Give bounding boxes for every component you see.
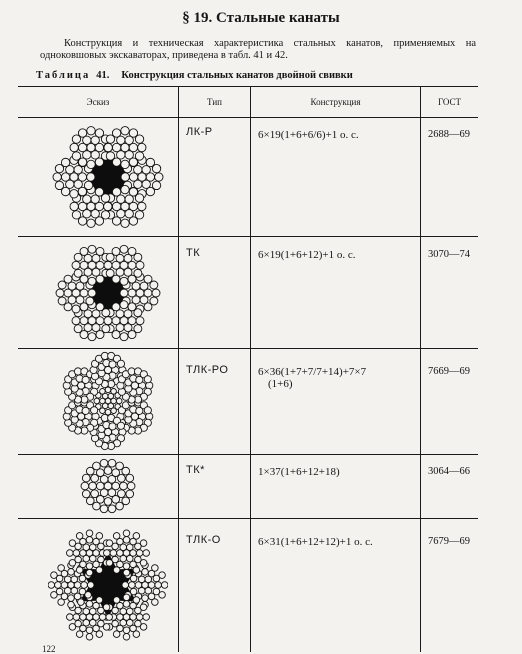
wire — [88, 289, 96, 297]
wire — [74, 325, 82, 333]
wire — [73, 550, 80, 557]
wire — [108, 505, 116, 513]
row-1-type: ЛК-Р — [186, 126, 213, 138]
row-3-type: ТЛК-РО — [186, 364, 229, 376]
wire — [104, 143, 112, 151]
row-3-gost: 7669—69 — [428, 366, 470, 377]
rope-sketch-tk-single-strand — [74, 456, 142, 516]
wire — [99, 614, 106, 621]
column-rule — [178, 86, 179, 652]
wire — [103, 624, 110, 631]
wire — [159, 592, 166, 599]
wire — [80, 247, 88, 255]
wire — [51, 572, 58, 579]
wire — [123, 569, 130, 576]
wire — [96, 533, 103, 540]
wire — [95, 158, 103, 166]
wire — [87, 219, 95, 227]
wire — [142, 595, 149, 602]
row-4-type: ТК* — [186, 464, 205, 476]
wire — [129, 158, 137, 166]
wire — [150, 281, 158, 289]
row-3-construction: 6×36(1+7+7/7+14)+7×7 — [258, 366, 367, 378]
wire — [70, 190, 78, 198]
wire — [96, 275, 104, 283]
wire — [113, 533, 120, 540]
wire — [102, 309, 110, 317]
wire — [87, 582, 94, 589]
wire — [144, 303, 152, 311]
wire — [61, 158, 69, 166]
wire — [123, 563, 130, 570]
wire — [101, 194, 109, 202]
wire — [161, 582, 168, 589]
wire — [55, 582, 62, 589]
wire — [88, 245, 96, 253]
wire — [113, 567, 120, 574]
wire — [104, 261, 112, 269]
wire — [72, 305, 80, 313]
column-rule — [250, 86, 251, 652]
wire — [138, 143, 146, 151]
wire — [85, 592, 92, 599]
wire — [106, 540, 113, 547]
rope-sketch-tk — [48, 240, 168, 346]
wire — [72, 317, 80, 325]
wire — [129, 582, 136, 589]
wire — [70, 202, 78, 210]
wire — [56, 289, 64, 297]
wire — [111, 408, 117, 414]
wire — [152, 565, 159, 572]
wire — [140, 604, 147, 611]
section-title: § 19. Стальные канаты — [182, 10, 340, 26]
wire — [128, 275, 136, 283]
wire — [117, 422, 124, 429]
wire — [72, 261, 80, 269]
wire — [81, 482, 89, 490]
wire — [86, 537, 93, 544]
wire — [58, 599, 65, 606]
wire — [152, 164, 160, 172]
wire — [69, 624, 76, 631]
wire — [86, 633, 93, 640]
row-4-construction: 1×37(1+6+12+18) — [258, 466, 340, 478]
wire — [120, 245, 128, 253]
wire — [155, 173, 163, 181]
wire — [48, 582, 55, 589]
wire — [133, 567, 140, 574]
wire — [121, 219, 129, 227]
wire — [113, 597, 120, 604]
wire — [129, 217, 137, 225]
wire — [146, 187, 154, 195]
wire — [82, 490, 90, 498]
wire — [86, 627, 93, 634]
wire — [121, 173, 129, 181]
wire — [51, 592, 58, 599]
wire — [106, 614, 113, 621]
wire — [133, 597, 140, 604]
wire — [68, 601, 75, 608]
header-construction: Конструкция — [310, 97, 361, 107]
wire — [134, 253, 142, 261]
wire — [121, 160, 129, 168]
wire — [112, 188, 120, 196]
row-5-type: ТЛК-О — [186, 534, 221, 546]
wire — [96, 331, 104, 339]
wire — [93, 462, 101, 470]
wire — [86, 497, 94, 505]
wire — [128, 331, 136, 339]
wire — [69, 540, 76, 547]
wire — [106, 269, 114, 277]
wire — [143, 550, 150, 557]
wire — [104, 550, 111, 557]
wire — [121, 127, 129, 135]
wire — [136, 317, 144, 325]
wire — [96, 567, 103, 574]
wire — [135, 194, 143, 202]
wire — [112, 129, 120, 137]
wire — [123, 627, 130, 634]
wire — [117, 360, 124, 367]
row-5-gost: 7679—69 — [428, 536, 470, 547]
header-gost: ГОСТ — [437, 97, 462, 107]
wire — [104, 498, 112, 506]
wire — [103, 604, 110, 611]
wire — [123, 633, 130, 640]
wire — [133, 631, 140, 638]
wire — [68, 569, 75, 576]
wire — [78, 187, 86, 195]
row-1-gost: 2688—69 — [428, 129, 470, 140]
wire — [106, 152, 114, 160]
wire — [136, 261, 144, 269]
wire — [94, 398, 100, 404]
wire — [78, 129, 86, 137]
wire — [78, 599, 85, 606]
wire — [123, 537, 130, 544]
row-2-gost: 3070—74 — [428, 249, 470, 260]
row-divider — [18, 518, 478, 519]
wire — [76, 631, 83, 638]
wire — [95, 217, 103, 225]
wire — [120, 301, 128, 309]
rope-sketch-lk-r — [48, 120, 168, 234]
column-rule — [420, 86, 421, 652]
wire — [134, 309, 142, 317]
wire — [96, 631, 103, 638]
wire — [87, 160, 95, 168]
row-2-type: ТК — [186, 247, 201, 259]
wire — [76, 533, 83, 540]
wire — [76, 567, 83, 574]
table-title: Конструкция стальных канатов двойной свивки — [121, 70, 353, 81]
wire — [122, 467, 130, 475]
wire — [73, 614, 80, 621]
wire — [104, 467, 112, 475]
wire — [72, 152, 80, 160]
page-number: 122 — [42, 644, 56, 654]
wire — [67, 550, 74, 557]
wire — [144, 407, 151, 414]
wire — [123, 530, 130, 537]
header-sketch: Эскиз — [86, 97, 110, 107]
wire — [58, 297, 66, 305]
row-5-construction: 6×31(1+6+12+12)+1 о. с. — [258, 536, 373, 548]
wire — [116, 398, 122, 404]
wire — [112, 303, 120, 311]
wire — [86, 601, 93, 608]
wire — [142, 569, 149, 576]
wire — [123, 594, 130, 601]
wire — [143, 614, 150, 621]
wire — [100, 459, 108, 467]
wire — [69, 560, 76, 567]
rope-sketch-tlk-ro — [48, 351, 168, 451]
wire — [136, 550, 143, 557]
wire — [152, 599, 159, 606]
header-bottom-rule — [18, 117, 478, 118]
row-4-gost: 3064—66 — [428, 466, 470, 477]
wire — [68, 595, 75, 602]
wire — [53, 173, 61, 181]
wire — [86, 569, 93, 576]
wire — [64, 275, 72, 283]
wire — [91, 407, 98, 414]
wire — [80, 303, 88, 311]
row-1-construction: 6×19(1+6+6/6)+1 о. с. — [258, 129, 359, 141]
wire — [126, 490, 134, 498]
wire — [120, 333, 128, 341]
wire — [87, 127, 95, 135]
row-3-construction-line2: (1+6) — [268, 378, 293, 390]
wire — [138, 202, 146, 210]
wire — [70, 143, 78, 151]
wire — [82, 474, 90, 482]
table-number: 41. — [96, 70, 110, 81]
wire — [104, 317, 112, 325]
wire — [113, 631, 120, 638]
wire — [136, 614, 143, 621]
row-2-construction: 6×19(1+6+12)+1 о. с. — [258, 249, 356, 261]
wire — [159, 572, 166, 579]
wire — [116, 502, 124, 510]
wire — [55, 181, 63, 189]
wire — [110, 550, 117, 557]
wire — [126, 474, 134, 482]
wire — [152, 289, 160, 297]
wire — [144, 376, 151, 383]
wire — [100, 389, 106, 395]
wire — [88, 277, 96, 285]
wire — [122, 582, 129, 589]
wire — [120, 289, 128, 297]
wire — [104, 202, 112, 210]
row-divider — [18, 236, 478, 237]
intro-text: Конструкция и техническая характеристика стальных канатов, применяемых на одноковшовых экскаваторах, приведена в табл. 41 и 42. — [40, 38, 476, 61]
wire — [155, 582, 162, 589]
wire — [140, 624, 147, 631]
wire — [100, 505, 108, 513]
wire — [108, 459, 116, 467]
wire — [88, 333, 96, 341]
wire — [89, 482, 97, 490]
wire — [121, 185, 129, 193]
rope-sketch-tlk-o — [48, 521, 168, 649]
wire — [127, 482, 135, 490]
wire — [133, 533, 140, 540]
wire — [123, 601, 130, 608]
wire — [58, 565, 65, 572]
wire — [120, 482, 128, 490]
wire — [112, 247, 120, 255]
wire — [81, 582, 88, 589]
wire — [67, 614, 74, 621]
intro-paragraph — [40, 38, 476, 62]
wire — [96, 597, 103, 604]
wire — [74, 269, 82, 277]
wire — [91, 490, 99, 498]
wire — [87, 173, 95, 181]
row-divider — [18, 348, 478, 349]
wire — [86, 563, 93, 570]
wire — [118, 474, 126, 482]
wire — [135, 135, 143, 143]
wire — [106, 560, 113, 567]
wire — [72, 211, 80, 219]
table-label: Таблица — [36, 70, 91, 81]
header-type: Тип — [207, 97, 222, 107]
wire — [120, 277, 128, 285]
wire — [86, 530, 93, 537]
wire — [140, 560, 147, 567]
table-caption — [36, 70, 476, 81]
wire — [140, 540, 147, 547]
